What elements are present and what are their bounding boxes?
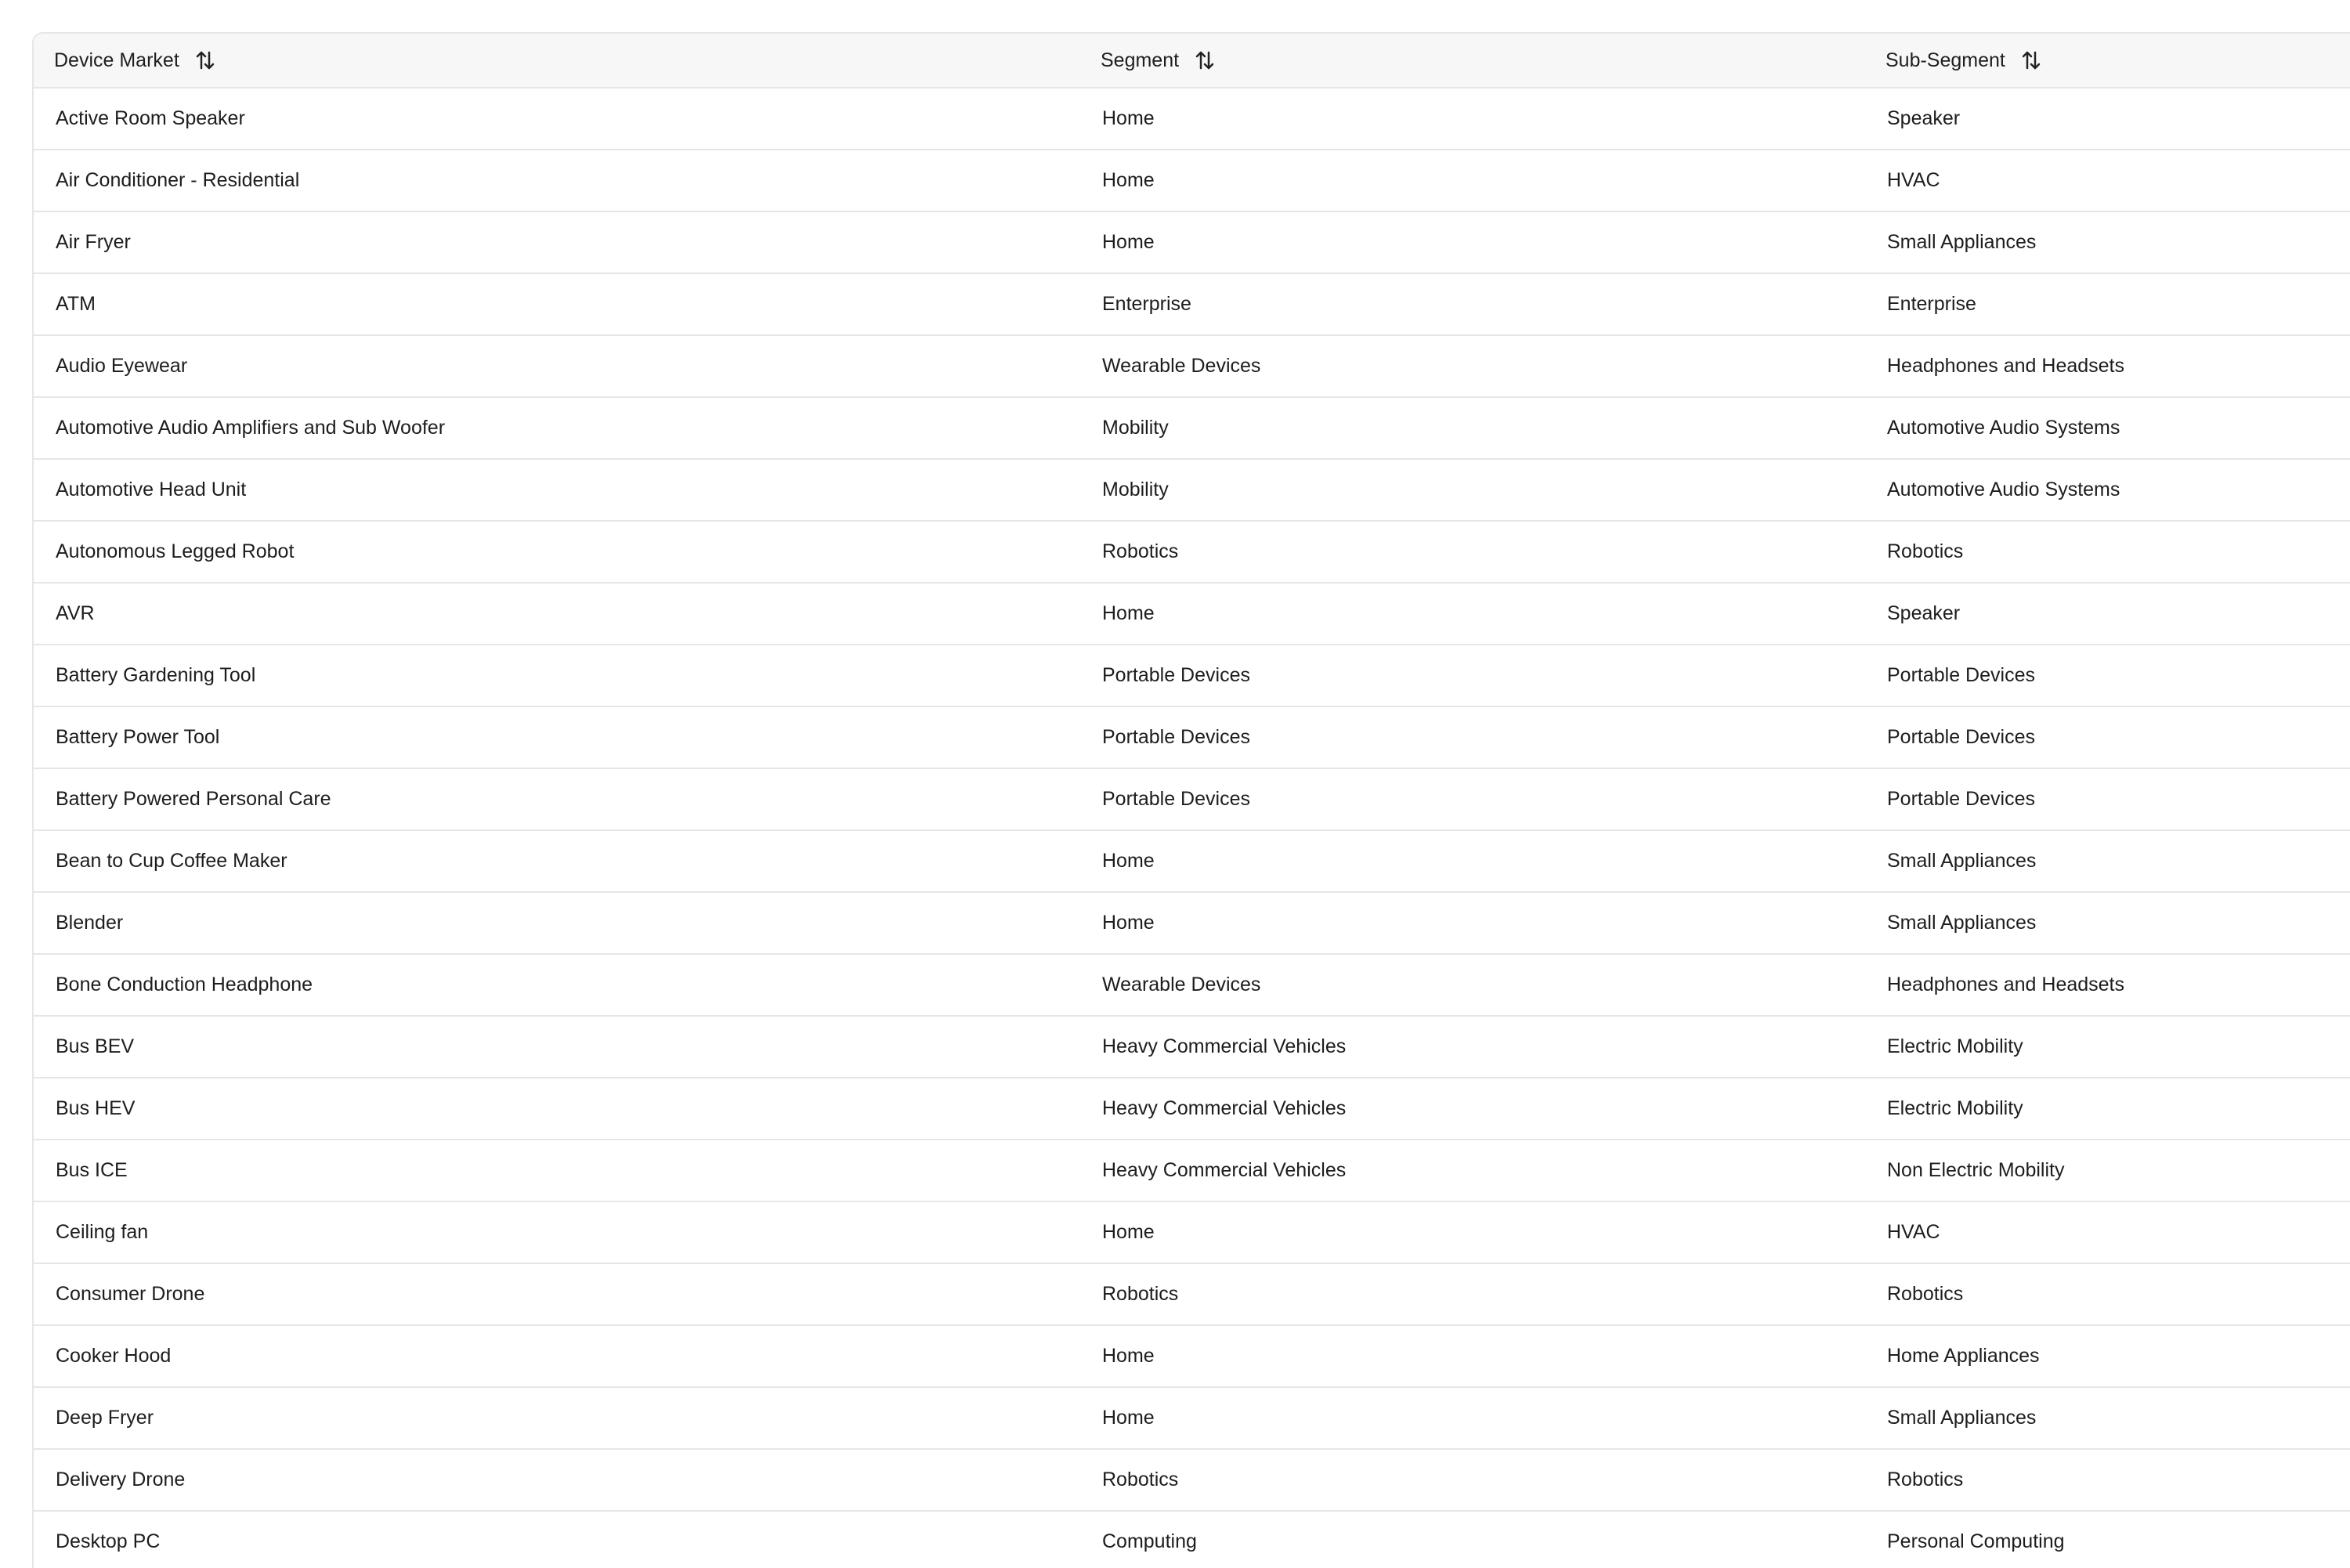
cell-segment: Wearable Devices	[1102, 355, 1261, 377]
device-market-table	[32, 32, 2350, 1568]
cell-sub-segment: HVAC	[1887, 1221, 1940, 1243]
cell-segment: Portable Devices	[1102, 664, 1250, 686]
cell-sub-segment: Portable Devices	[1887, 664, 2035, 686]
cell-segment: Robotics	[1102, 540, 1179, 562]
table-row[interactable]	[34, 522, 2350, 583]
column-header-segment[interactable]	[1080, 34, 1865, 87]
cell-segment: Home	[1102, 231, 1155, 253]
table-row[interactable]	[34, 583, 2350, 645]
cell-segment: Home	[1102, 850, 1155, 872]
cell-sub-segment: Electric Mobility	[1887, 1097, 2023, 1119]
cell-segment: Heavy Commercial Vehicles	[1102, 1035, 1347, 1057]
table-row[interactable]	[34, 1202, 2350, 1264]
cell-device-market: Blender	[56, 912, 124, 934]
cell-sub-segment: Robotics	[1887, 540, 1964, 562]
cell-sub-segment: HVAC	[1887, 169, 1940, 191]
table-row[interactable]	[34, 645, 2350, 707]
cell-segment: Home	[1102, 169, 1155, 191]
cell-device-market: Deep Fryer	[56, 1407, 154, 1429]
cell-sub-segment: Speaker	[1887, 107, 1961, 129]
cell-device-market: Automotive Head Unit	[56, 479, 247, 500]
table-row[interactable]	[34, 150, 2350, 212]
cell-device-market: Audio Eyewear	[56, 355, 188, 377]
cell-device-market: Desktop PC	[56, 1530, 161, 1552]
cell-device-market: Battery Gardening Tool	[56, 664, 256, 686]
cell-segment: Portable Devices	[1102, 726, 1250, 748]
cell-segment: Portable Devices	[1102, 788, 1250, 810]
table-row[interactable]	[34, 707, 2350, 769]
column-header-device-market[interactable]	[34, 34, 1080, 87]
cell-device-market: Battery Power Tool	[56, 726, 220, 748]
table-row[interactable]	[34, 336, 2350, 398]
cell-device-market: Bus BEV	[56, 1035, 135, 1057]
table-row[interactable]	[34, 89, 2350, 150]
cell-device-market: Cooker Hood	[56, 1345, 172, 1367]
table-row[interactable]	[34, 1326, 2350, 1388]
cell-sub-segment: Robotics	[1887, 1283, 1964, 1305]
cell-sub-segment: Headphones and Headsets	[1887, 355, 2125, 377]
table-row[interactable]	[34, 769, 2350, 831]
sort-arrows-icon[interactable]	[2018, 47, 2044, 74]
column-header-label: Segment	[1101, 49, 1180, 71]
table-row[interactable]	[34, 1140, 2350, 1202]
table-row[interactable]	[34, 1450, 2350, 1512]
cell-sub-segment: Home Appliances	[1887, 1345, 2040, 1367]
cell-segment: Computing	[1102, 1530, 1197, 1552]
table-row[interactable]	[34, 274, 2350, 336]
cell-device-market: Bone Conduction Headphone	[56, 974, 313, 995]
sort-arrows-icon[interactable]	[1191, 47, 1218, 74]
cell-sub-segment: Non Electric Mobility	[1887, 1159, 2065, 1181]
cell-segment: Robotics	[1102, 1469, 1179, 1490]
cell-device-market: Air Fryer	[56, 231, 131, 253]
cell-device-market: Bean to Cup Coffee Maker	[56, 850, 287, 872]
cell-sub-segment: Automotive Audio Systems	[1887, 417, 2120, 439]
table-row[interactable]	[34, 460, 2350, 522]
column-header-label: Sub-Segment	[1885, 49, 2005, 71]
cell-sub-segment: Small Appliances	[1887, 231, 2037, 253]
table-row[interactable]	[34, 893, 2350, 955]
cell-device-market: Air Conditioner - Residential	[56, 169, 300, 191]
cell-segment: Home	[1102, 602, 1155, 624]
cell-sub-segment: Portable Devices	[1887, 788, 2035, 810]
cell-device-market: Bus ICE	[56, 1159, 128, 1181]
table-row[interactable]	[34, 212, 2350, 274]
cell-device-market: Delivery Drone	[56, 1469, 186, 1490]
cell-device-market: Bus HEV	[56, 1097, 136, 1119]
cell-segment: Mobility	[1102, 479, 1169, 500]
table-row[interactable]	[34, 955, 2350, 1017]
cell-sub-segment: Speaker	[1887, 602, 1961, 624]
table-row[interactable]	[34, 1264, 2350, 1326]
table-body	[34, 89, 2350, 1568]
table-header-row	[34, 34, 2350, 89]
cell-sub-segment: Enterprise	[1887, 293, 1976, 315]
cell-segment: Home	[1102, 912, 1155, 934]
cell-segment: Home	[1102, 107, 1155, 129]
cell-device-market: Consumer Drone	[56, 1283, 205, 1305]
table-row[interactable]	[34, 831, 2350, 893]
cell-device-market: ATM	[56, 293, 96, 315]
cell-segment: Heavy Commercial Vehicles	[1102, 1159, 1347, 1181]
cell-device-market: Automotive Audio Amplifiers and Sub Woofer	[56, 417, 446, 439]
cell-device-market: Autonomous Legged Robot	[56, 540, 295, 562]
cell-sub-segment: Small Appliances	[1887, 850, 2037, 872]
cell-segment: Home	[1102, 1407, 1155, 1429]
cell-segment: Heavy Commercial Vehicles	[1102, 1097, 1347, 1119]
cell-segment: Mobility	[1102, 417, 1169, 439]
table-row[interactable]	[34, 398, 2350, 460]
cell-segment: Home	[1102, 1221, 1155, 1243]
cell-segment: Wearable Devices	[1102, 974, 1261, 995]
cell-segment: Enterprise	[1102, 293, 1191, 315]
table-row[interactable]	[34, 1078, 2350, 1140]
cell-device-market: AVR	[56, 602, 95, 624]
cell-sub-segment: Robotics	[1887, 1469, 1964, 1490]
cell-device-market: Ceiling fan	[56, 1221, 149, 1243]
table-row[interactable]	[34, 1017, 2350, 1078]
cell-sub-segment: Electric Mobility	[1887, 1035, 2023, 1057]
table-row[interactable]	[34, 1388, 2350, 1450]
cell-sub-segment: Headphones and Headsets	[1887, 974, 2125, 995]
sort-arrows-icon[interactable]	[192, 47, 219, 74]
column-header-sub-segment[interactable]	[1865, 34, 2350, 87]
cell-sub-segment: Portable Devices	[1887, 726, 2035, 748]
cell-sub-segment: Small Appliances	[1887, 1407, 2037, 1429]
cell-segment: Robotics	[1102, 1283, 1179, 1305]
cell-segment: Home	[1102, 1345, 1155, 1367]
cell-sub-segment: Small Appliances	[1887, 912, 2037, 934]
cell-device-market: Active Room Speaker	[56, 107, 245, 129]
cell-device-market: Battery Powered Personal Care	[56, 788, 331, 810]
column-header-label: Device Market	[54, 49, 179, 71]
cell-sub-segment: Automotive Audio Systems	[1887, 479, 2120, 500]
table-row[interactable]	[34, 1512, 2350, 1568]
cell-sub-segment: Personal Computing	[1887, 1530, 2065, 1552]
